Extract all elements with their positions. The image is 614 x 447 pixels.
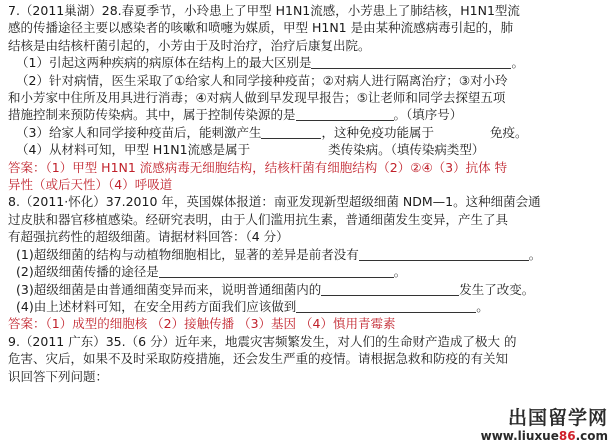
question-7 (8, 2, 606, 193)
q7-part-4-text-a: （4）从材料可知，甲型 H1N1流感是属于 (16, 142, 251, 158)
q8-part-3 (8, 281, 606, 298)
q8-part-3-text-b: 发生了改变。 (459, 281, 535, 297)
q8-part-4-end: 。 (476, 298, 489, 314)
q7-part-4-text-b: 类传染病。（填传染病类型） (328, 142, 485, 158)
q9-stem-line-1: 9.（2011 广东）35.（6 分）近年来，地震灾害频繁发生，对人们的生命财产造成了极大 的 (8, 333, 517, 349)
q9-stem-line-2: 危害、灾后，如果不及时采取防疫措施，还会发生严重的疫情。请根据急救和防疫的有关知 (8, 351, 509, 367)
question-8 (8, 193, 606, 332)
q7-part-3-text-c: 免疫。 (489, 124, 528, 140)
q8-part-2-text: (2)超级细菌传播的途径是 (16, 264, 159, 280)
q8-part-1-text: (1)超级细菌的结构与动植物细胞相比，显著的差异是前者没有 (16, 246, 359, 262)
watermark-url-b: 86 (558, 429, 576, 443)
q7-part-2-text: 措施控制来预防传染病。其中，属于控制传染源的是 (8, 107, 296, 123)
q7-part-2-line-1: （2）针对病情，医生采取了①给家人和同学接种疫苗；②对病人进行隔离治疗；③对小玲 (16, 72, 508, 88)
watermark-url (481, 429, 608, 443)
q8-stem-line-2: 过皮肤和器官移植感染。经研究表明，由于人们滥用抗生素，普通细菌发生变异，产生了具 (8, 211, 509, 227)
q8-part-1-end: 。 (528, 246, 542, 262)
q7-part-1-blank (311, 56, 511, 69)
q7-part-3-text-b: ，这种免疫功能属于 (321, 124, 434, 140)
q8-part-4-text: (4)由上述材料可知，在安全用药方面我们应该做到 (16, 298, 297, 314)
q8-part-1 (8, 246, 606, 263)
q8-part-3-text-a: (3)超级细菌是由普通细菌变异而来，说明普通细菌内的 (16, 281, 322, 297)
q7-part-1-end: 。 (511, 55, 524, 71)
watermark-url-c: .com (575, 429, 608, 443)
q7-part-2-line-2: 和小芳家中住所及用具进行消毒；④对病人做到早发现早报告；⑤让老师和同学去探望五项 (8, 90, 506, 106)
q8-stem-line-1: 8.（2011·怀化）37.2010 年，英国媒体报道：南亚发现新型超级细菌 NDM—1。这种细菌会通 (8, 194, 541, 210)
question-9 (8, 333, 606, 385)
q7-part-2-blank (296, 108, 394, 121)
q7-stem-line-3: 结核是由结核杆菌引起的，小芳由于及时治疗，治疗后康复出院。 (8, 37, 371, 53)
q9-stem-line-3: 识回答下列问题： (8, 368, 109, 384)
q7-part-2-line-3 (8, 106, 606, 123)
q8-part-2 (8, 263, 606, 280)
watermark-url-a: www.liuxue (480, 429, 559, 443)
q7-part-4 (8, 141, 606, 158)
q8-part-2-end: 。 (393, 264, 407, 280)
q7-part-3-blank-2 (434, 126, 490, 139)
watermark-site-name: 出国留学网 (507, 407, 608, 429)
q8-stem-line-3: 有超强抗药性的超级细菌。请据材料回答：（4 分） (8, 229, 289, 245)
q8-answer: 答案：（1）成型的细胞核 （2）接触传播 （3）基因 （4）慎用青霉素 (8, 316, 396, 332)
q7-answer-line-1: 答案：（1）甲型 H1N1 流感病毒无细胞结构，结核杆菌有细胞结构（2）②④（3）抗体 特 (8, 159, 508, 175)
q8-part-4-blank (296, 300, 476, 313)
q7-part-3-blank-1 (261, 126, 321, 139)
site-watermark (481, 407, 608, 443)
q7-part-4-blank (250, 143, 328, 156)
q8-part-3-blank (321, 283, 459, 296)
q7-part-1-text: （1）引起这两种疾病的病原体在结构上的最大区别是 (16, 55, 312, 71)
q7-part-1 (8, 54, 606, 71)
q8-part-4 (8, 298, 606, 315)
q8-part-2-blank (159, 265, 394, 278)
q8-part-1-blank (359, 248, 529, 261)
q7-part-3-text-a: （3）给家人和同学接种疫苗后，能刺激产生 (16, 124, 262, 140)
q7-answer-line-2: 异性（或后天性）（4）呼吸道 (8, 177, 173, 193)
q7-part-2-end: 。（填序号） (393, 107, 463, 123)
q7-part-3 (8, 124, 606, 141)
q7-stem-line-2: 感的传播途径主要以感染者的咳嗽和喷嚏为媒质，甲型 H1N1 是由某种流感病毒引起的，肺 (8, 20, 514, 36)
q7-stem-line-1: 7.（2011巢湖）28.春夏季节，小玲患上了甲型 H1N1流感，小芳患上了肺结核，H1N1型流 (8, 3, 520, 18)
